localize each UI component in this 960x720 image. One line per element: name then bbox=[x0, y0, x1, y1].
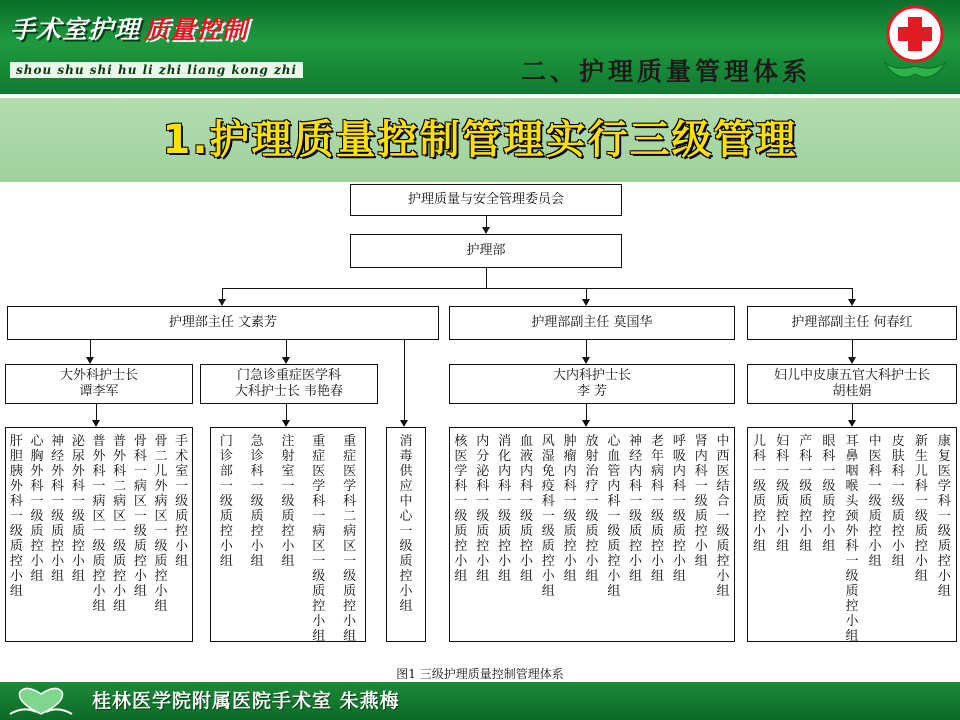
emergency-unit-group bbox=[210, 427, 366, 642]
unit-label: 内分泌科一级质控小组 bbox=[476, 434, 490, 584]
unit-label: 新生儿科一级质控小组 bbox=[914, 434, 928, 584]
head-nurse-name: 谭李军 bbox=[79, 384, 119, 399]
green-heart-hands-icon bbox=[6, 684, 76, 718]
head-nurse-title: 妇儿中皮康五官大科护士长 bbox=[773, 368, 930, 383]
unit-label: 皮肤科一级质控小组 bbox=[891, 434, 905, 569]
unit-label: 放射治疗一级质控小组 bbox=[585, 434, 599, 584]
connector-line bbox=[404, 340, 405, 422]
unit-label: 眼科一级质控小组 bbox=[822, 434, 836, 554]
committee-box: 护理质量与安全管理委员会 bbox=[350, 184, 622, 216]
unit-label: 重症医学科二病区一级质控小组 bbox=[343, 434, 357, 644]
unit-label: 普外科一病区一级质控小组 bbox=[92, 434, 106, 614]
arrow-down-icon bbox=[848, 299, 856, 306]
head-nurse-name: 胡桂娟 bbox=[832, 384, 872, 399]
unit-label: 泌尿外科一级质控小组 bbox=[71, 434, 85, 584]
unit-label: 康复医学科一级质控小组 bbox=[937, 434, 951, 599]
deputy-director-box: 护理部副主任 莫国华 bbox=[449, 306, 735, 340]
arrow-down-icon bbox=[92, 420, 100, 427]
unit-label: 妇科一级质控小组 bbox=[776, 434, 790, 554]
arrow-down-icon bbox=[86, 357, 94, 364]
arrow-down-icon bbox=[282, 420, 290, 427]
section-title: 二、护理质量管理体系 bbox=[520, 57, 811, 86]
unit-label: 血液内科一级质控小组 bbox=[519, 434, 533, 584]
unit-label: 神经外科一级质控小组 bbox=[51, 434, 65, 584]
arrow-down-icon bbox=[848, 357, 856, 364]
brand-title-white: 手术室护理 bbox=[10, 15, 141, 44]
unit-label: 肝胆胰外科一级质控小组 bbox=[9, 434, 23, 599]
supply-center-group bbox=[386, 427, 426, 642]
connector-line bbox=[486, 268, 487, 288]
nursing-department-box: 护理部 bbox=[350, 234, 622, 268]
connector-line bbox=[222, 288, 852, 289]
head-nurse-name: 李 芳 bbox=[576, 384, 608, 399]
unit-label: 中西医结合一级质控小组 bbox=[716, 434, 730, 599]
red-cross-hands-icon bbox=[878, 4, 952, 88]
arrow-down-icon bbox=[582, 299, 590, 306]
head-nurse-name: 大科护士长 韦艳春 bbox=[234, 384, 344, 399]
head-nurse-box bbox=[5, 364, 193, 404]
head-nurse-box bbox=[200, 364, 378, 404]
unit-label: 核医学科一级质控小组 bbox=[454, 434, 468, 584]
unit-label: 呼吸内科一级质控小组 bbox=[672, 434, 686, 584]
unit-label: 心胸外科一级质控小组 bbox=[30, 434, 44, 584]
unit-label: 普外科二病区一级质控小组 bbox=[113, 434, 127, 614]
arrow-down-icon bbox=[282, 357, 290, 364]
unit-label: 门诊部一级质控小组 bbox=[219, 434, 233, 569]
footer-bar bbox=[0, 682, 960, 720]
arrow-down-icon bbox=[218, 299, 226, 306]
unit-label: 神经内科一级质控小组 bbox=[629, 434, 643, 584]
arrow-down-icon bbox=[582, 357, 590, 364]
unit-label: 肿瘤内科一级质控小组 bbox=[563, 434, 577, 584]
arrow-down-icon bbox=[582, 420, 590, 427]
unit-label: 急诊科一级质控小组 bbox=[250, 434, 264, 569]
org-chart bbox=[0, 182, 960, 682]
head-nurse-title: 大内科护士长 bbox=[552, 368, 631, 383]
banner-title: 1.护理质量控制管理实行三级管理 bbox=[162, 117, 798, 163]
arrow-down-icon bbox=[400, 420, 408, 427]
deputy-director-box: 护理部副主任 何春红 bbox=[747, 306, 957, 340]
unit-label: 肾内科一级质控小组 bbox=[694, 434, 708, 569]
title-banner bbox=[0, 98, 960, 182]
unit-label: 儿科一级质控小组 bbox=[753, 434, 767, 554]
arrow-down-icon bbox=[482, 227, 490, 234]
unit-label: 老年病科一级质控小组 bbox=[651, 434, 665, 584]
head-nurse-title: 门急诊重症医学科 bbox=[236, 368, 341, 383]
brand-pinyin: shou shu shi hu li zhi liang kong zhi bbox=[10, 62, 303, 78]
head-nurse-title: 大外科护士长 bbox=[59, 368, 138, 383]
unit-label: 骨科一病区一级质控小组 bbox=[133, 434, 147, 599]
header-bar bbox=[0, 0, 960, 94]
brand-title-red: 质量控制 bbox=[144, 15, 249, 44]
unit-label: 产科一级质控小组 bbox=[799, 434, 813, 554]
unit-label: 心血管内科一级质控小组 bbox=[607, 434, 621, 599]
head-nurse-box bbox=[747, 364, 957, 404]
womens-unit-group bbox=[747, 427, 957, 642]
unit-label: 注射室一级质控小组 bbox=[281, 434, 295, 569]
head-nurse-box bbox=[449, 364, 735, 404]
unit-label: 消毒供应中心一级质控小组 bbox=[399, 434, 413, 614]
figure-caption: 图1 三级护理质量控制管理体系 bbox=[396, 667, 564, 681]
brand-title bbox=[10, 10, 248, 44]
unit-label: 手术室一级质控小组 bbox=[175, 434, 189, 569]
unit-label: 消化内科一级质控小组 bbox=[498, 434, 512, 584]
surgery-unit-group bbox=[5, 427, 193, 642]
internal-unit-group bbox=[449, 427, 735, 642]
unit-label: 骨二儿外病区一级质控小组 bbox=[154, 434, 168, 614]
footer-text: 桂林医学院附属医院手术室 朱燕梅 bbox=[92, 690, 400, 712]
unit-label: 风湿免疫科一级质控小组 bbox=[541, 434, 555, 599]
director-box: 护理部主任 文素芳 bbox=[7, 306, 439, 340]
unit-label: 耳鼻咽喉头颈外科一级质控小组 bbox=[845, 434, 859, 644]
unit-label: 中医科一级质控小组 bbox=[868, 434, 882, 569]
arrow-down-icon bbox=[848, 420, 856, 427]
unit-label: 重症医学科一病区一级质控小组 bbox=[312, 434, 326, 644]
